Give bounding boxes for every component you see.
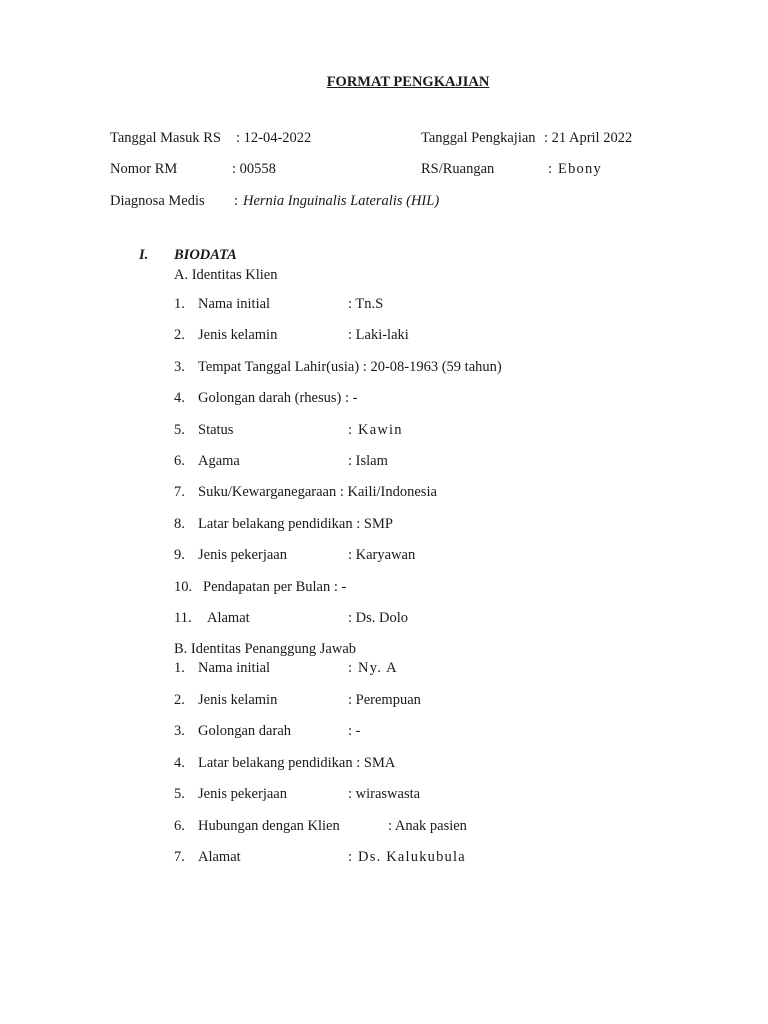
klien-label-6: Agama [198, 453, 240, 469]
klien-num-5: 5. [174, 422, 185, 438]
klien-label-11: Alamat [207, 610, 250, 626]
pj-num-4: 4. [174, 755, 185, 771]
klien-num-2: 2. [174, 327, 185, 343]
klien-value-5: : Kawin [348, 422, 403, 438]
klien-num-10: 10. [174, 579, 193, 595]
diagnosa-colon: : [234, 193, 239, 209]
klien-value-2: : Laki-laki [348, 327, 409, 343]
pj-value-5: : wiraswasta [348, 786, 421, 802]
section-heading: BIODATA [174, 247, 237, 263]
tanggal-pengkajian-label: Tanggal Pengkajian [421, 130, 536, 146]
document-title: FORMAT PENGKAJIAN [326, 74, 490, 90]
klien-label-1: Nama initial [198, 296, 271, 312]
klien-num-1: 1. [174, 296, 185, 312]
pj-label-4: Latar belakang pendidikan : SMA [198, 755, 396, 771]
klien-label-2: Jenis kelamin [198, 327, 278, 343]
klien-label-5: Status [198, 422, 234, 438]
klien-num-9: 9. [174, 547, 185, 563]
pj-num-1: 1. [174, 660, 185, 676]
klien-label-3: Tempat Tanggal Lahir(usia) : 20-08-1963 (59 tahun) [198, 359, 502, 375]
nomor-rm-value: : 00558 [232, 161, 276, 177]
tanggal-pengkajian-value: : 21 April 2022 [544, 130, 633, 146]
klien-num-8: 8. [174, 516, 185, 532]
pj-value-6: : Anak pasien [388, 818, 467, 834]
klien-value-11: : Ds. Dolo [348, 610, 409, 626]
tanggal-masuk-value: : 12-04-2022 [236, 130, 312, 146]
klien-label-9: Jenis pekerjaan [198, 547, 287, 563]
pj-num-2: 2. [174, 692, 185, 708]
pj-value-3: : - [348, 723, 361, 739]
klien-num-3: 3. [174, 359, 185, 375]
pj-num-3: 3. [174, 723, 185, 739]
pj-num-6: 6. [174, 818, 185, 834]
penanggung-jawab-heading: B. Identitas Penanggung Jawab [174, 641, 357, 657]
pj-value-7: : Ds. Kalukubula [348, 849, 466, 865]
klien-num-4: 4. [174, 390, 185, 406]
section-number: I. [139, 247, 149, 263]
pj-label-2: Jenis kelamin [198, 692, 278, 708]
klien-value-9: : Karyawan [348, 547, 416, 563]
klien-num-7: 7. [174, 484, 185, 500]
tanggal-masuk-label: Tanggal Masuk RS [110, 130, 221, 146]
diagnosa-value: Hernia Inguinalis Lateralis (HIL) [243, 193, 440, 209]
klien-label-10: Pendapatan per Bulan : - [203, 579, 347, 595]
nomor-rm-label: Nomor RM [110, 161, 178, 177]
klien-label-7: Suku/Kewarganegaraan : Kaili/Indonesia [198, 484, 437, 500]
klien-label-8: Latar belakang pendidikan : SMP [198, 516, 393, 532]
diagnosa-label: Diagnosa Medis [110, 193, 205, 209]
pj-value-1: : Ny. A [348, 660, 398, 676]
pj-label-5: Jenis pekerjaan [198, 786, 287, 802]
ruangan-label: RS/Ruangan [421, 161, 495, 177]
pj-label-7: Alamat [198, 849, 241, 865]
klien-num-11: 11. [174, 610, 192, 626]
klien-label-4: Golongan darah (rhesus) : - [198, 390, 358, 406]
klien-value-1: : Tn.S [348, 296, 384, 312]
ruangan-value: : Ebony [548, 161, 602, 177]
pj-label-6: Hubungan dengan Klien [198, 818, 340, 834]
pj-num-5: 5. [174, 786, 185, 802]
pj-value-2: : Perempuan [348, 692, 421, 708]
klien-num-6: 6. [174, 453, 185, 469]
klien-value-6: : Islam [348, 453, 388, 469]
identitas-klien-heading: A. Identitas Klien [174, 267, 278, 283]
pj-label-3: Golongan darah [198, 723, 292, 739]
pj-num-7: 7. [174, 849, 185, 865]
pj-label-1: Nama initial [198, 660, 271, 676]
